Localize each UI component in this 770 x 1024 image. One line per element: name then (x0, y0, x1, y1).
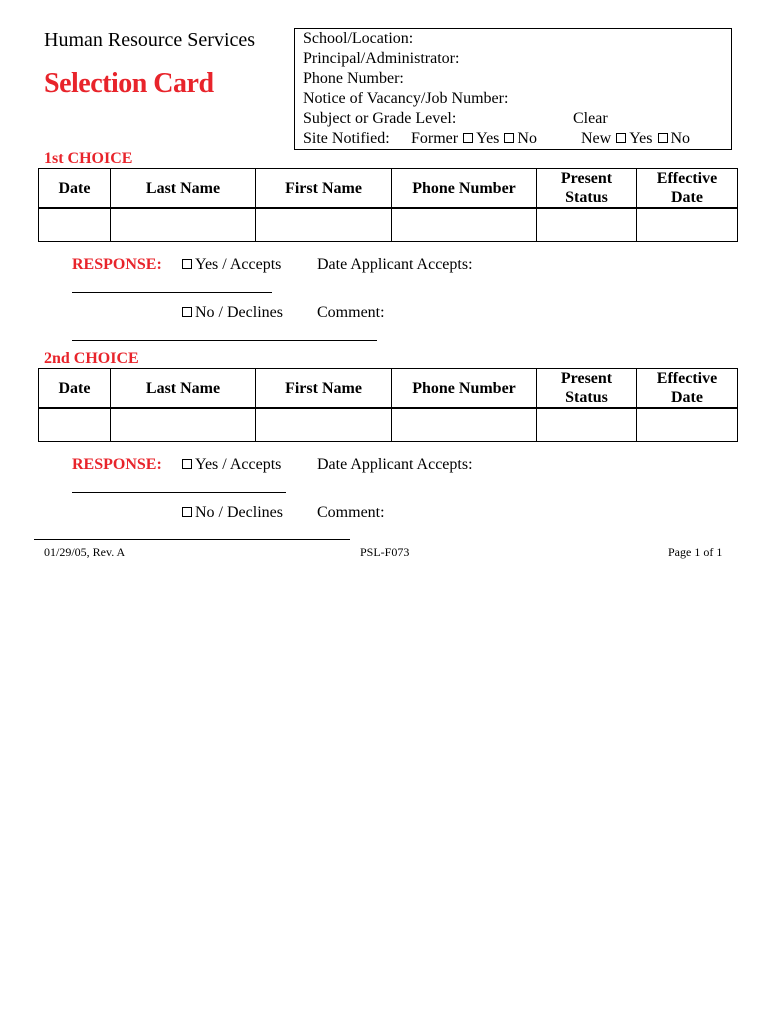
former-no-checkbox[interactable] (504, 133, 514, 143)
first-yes-accepts-checkbox[interactable] (182, 259, 192, 269)
phone-number-header: Phone Number (392, 169, 537, 209)
first-no-declines-option (181, 304, 283, 322)
subject-label: Subject or Grade Level: (303, 110, 457, 127)
yes-accepts-label: Yes / Accepts (195, 256, 282, 273)
phone-label: Phone Number: (303, 70, 404, 87)
new-yes-checkbox[interactable] (616, 133, 626, 143)
site-notified-label: Site Notified: (303, 130, 390, 147)
date-cell[interactable] (39, 408, 111, 442)
form-id: PSL-F073 (360, 545, 410, 559)
second-choice-table (38, 368, 738, 442)
last-name-header: Last Name (111, 169, 256, 209)
last-name-cell[interactable] (111, 408, 256, 442)
last-name-cell[interactable] (111, 208, 256, 242)
second-response-label: RESPONSE: (72, 456, 162, 473)
former-options (411, 129, 537, 149)
clear-label: Clear (573, 110, 608, 127)
first-date-line[interactable] (72, 292, 272, 293)
no-declines-label: No / Declines (195, 304, 283, 321)
first-no-declines-checkbox[interactable] (182, 307, 192, 317)
site-notified-row (303, 129, 390, 149)
second-yes-accepts-checkbox[interactable] (182, 459, 192, 469)
date-cell[interactable] (39, 208, 111, 242)
former-yes-label: Yes (476, 130, 500, 147)
second-comment-line[interactable] (34, 539, 350, 540)
revision-date: 01/29/05, Rev. A (44, 545, 126, 559)
first-comment-line[interactable] (72, 340, 377, 341)
no-declines-label: No / Declines (195, 504, 283, 521)
principal-label: Principal/Administrator: (303, 50, 460, 67)
first-choice-heading: 1st CHOICE (44, 150, 133, 167)
first-choice-table (38, 168, 738, 242)
school-location-label: School/Location: (303, 30, 414, 47)
phone-number-cell[interactable] (392, 208, 537, 242)
form-title: Selection Card (44, 68, 214, 99)
first-name-header: First Name (256, 369, 392, 409)
effective-date-cell[interactable] (637, 408, 738, 442)
effective-date-header: Effective Date (637, 169, 738, 209)
new-options (581, 129, 690, 149)
phone-number-header: Phone Number (392, 369, 537, 409)
page-number: Page 1 of 1 (668, 545, 723, 559)
new-no-label: No (670, 130, 691, 147)
second-yes-accepts-option (181, 456, 281, 474)
second-no-declines-option (181, 504, 283, 522)
effective-date-cell[interactable] (637, 208, 738, 242)
former-label: Former (411, 130, 459, 147)
first-name-cell[interactable] (256, 208, 392, 242)
date-header: Date (39, 369, 111, 409)
yes-accepts-label: Yes / Accepts (195, 456, 282, 473)
second-comment-label: Comment: (317, 504, 385, 521)
first-response-label: RESPONSE: (72, 256, 162, 273)
first-name-cell[interactable] (256, 408, 392, 442)
department-name: Human Resource Services (44, 29, 256, 51)
vacancy-label: Notice of Vacancy/Job Number: (303, 90, 509, 107)
present-status-cell[interactable] (537, 408, 637, 442)
second-date-line[interactable] (72, 492, 286, 493)
new-no-checkbox[interactable] (658, 133, 668, 143)
first-name-header: First Name (256, 169, 392, 209)
position-info-box (294, 28, 732, 150)
first-yes-accepts-option (181, 256, 281, 274)
first-comment-label: Comment: (317, 304, 385, 321)
date-header: Date (39, 169, 111, 209)
new-yes-label: Yes (629, 130, 653, 147)
effective-date-header: Effective Date (637, 369, 738, 409)
present-status-header: Present Status (537, 169, 637, 209)
second-date-accepts-label: Date Applicant Accepts: (317, 456, 473, 473)
former-no-label: No (517, 130, 537, 147)
second-no-declines-checkbox[interactable] (182, 507, 192, 517)
present-status-header: Present Status (537, 369, 637, 409)
first-date-accepts-label: Date Applicant Accepts: (317, 256, 473, 273)
new-label: New (581, 130, 612, 147)
former-yes-checkbox[interactable] (463, 133, 473, 143)
phone-number-cell[interactable] (392, 408, 537, 442)
second-choice-heading: 2nd CHOICE (44, 350, 139, 367)
present-status-cell[interactable] (537, 208, 637, 242)
last-name-header: Last Name (111, 369, 256, 409)
